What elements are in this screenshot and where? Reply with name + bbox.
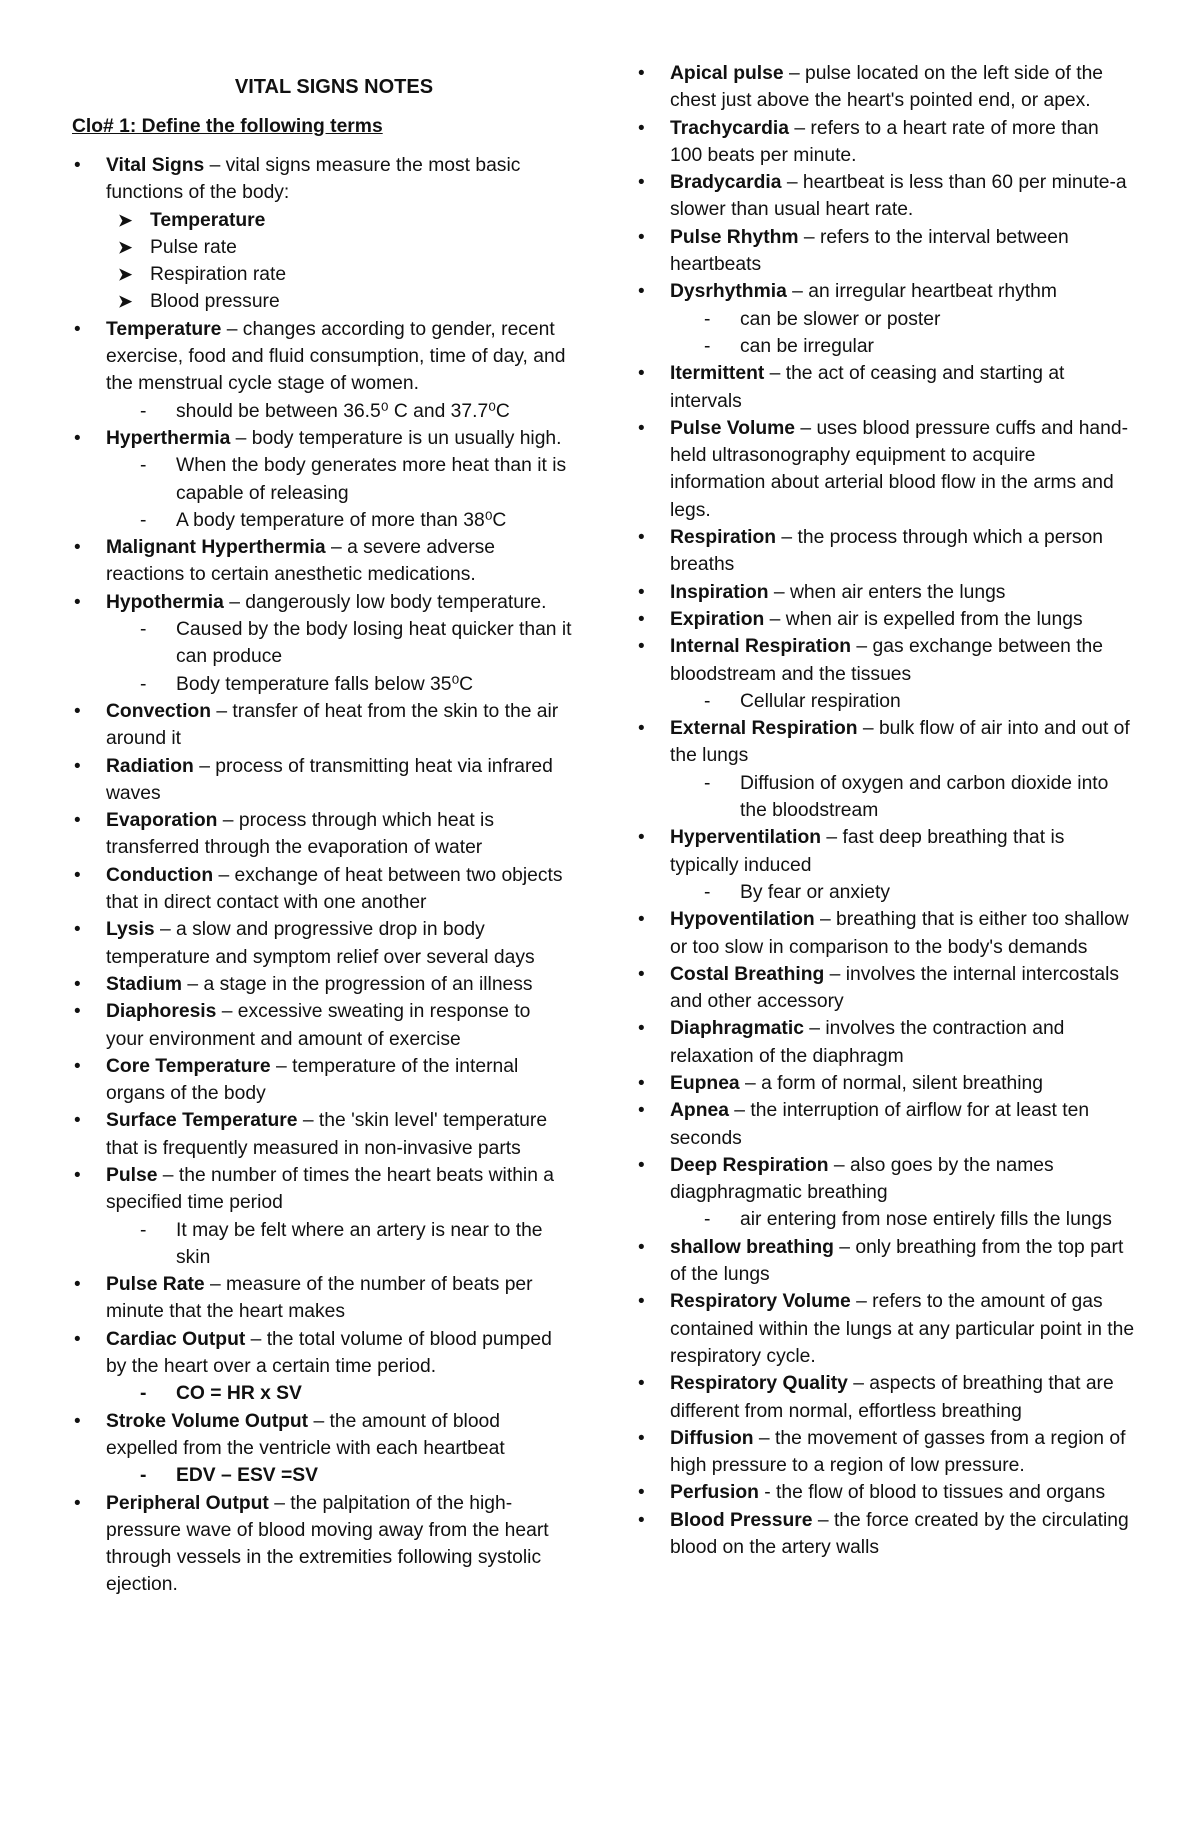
term-name: Eupnea — [670, 1072, 740, 1094]
arrow-item — [106, 207, 572, 234]
arrow-item — [106, 288, 572, 315]
sub-list — [106, 1380, 572, 1407]
term-item — [636, 715, 1136, 824]
term-definition: – only breathing from the top part of the lungs — [670, 1236, 1124, 1286]
term-name: Inspiration — [670, 581, 769, 603]
term-definition: – involves the internal intercostals and other accessory — [670, 963, 1120, 1013]
term-name: Pulse Rate — [106, 1274, 205, 1296]
term-name: Respiration — [670, 527, 777, 549]
term-item — [636, 961, 1136, 1016]
term-item — [72, 1326, 572, 1408]
sub-item: - By fear or anxiety — [670, 879, 1136, 906]
term-item — [636, 1070, 1136, 1097]
term-name: Itermittent — [670, 363, 765, 385]
term-definition: – aspects of breathing that are different from normal, effortless breathing — [670, 1373, 1114, 1422]
term-name: Convection — [106, 700, 211, 722]
term-item — [72, 316, 572, 425]
arrow-right-icon: ➤ — [118, 237, 133, 257]
term-definition: – bulk flow of air into and out of the lungs — [670, 718, 1130, 767]
term-definition: – excessive sweating in response to your environment and amount of exercise — [106, 1001, 531, 1050]
sub-list — [106, 616, 572, 698]
term-item — [72, 1107, 572, 1162]
term-item — [636, 1507, 1136, 1562]
term-definition: – a severe adverse reactions to certain anesthetic medications. — [106, 537, 495, 586]
term-definition: – the number of times the heart beats within a specified time period — [106, 1164, 555, 1214]
term-item — [72, 1490, 572, 1599]
term-name: Trachycardia — [670, 117, 789, 139]
page-title: VITAL SIGNS NOTES — [234, 76, 434, 98]
arrow-item — [106, 261, 572, 288]
term-definition: – an irregular heartbeat rhythm — [786, 281, 1057, 303]
arrow-right-icon: ➤ — [118, 292, 133, 312]
term-name: Cardiac Output — [106, 1328, 246, 1350]
term-name: Dysrhythmia — [670, 281, 787, 303]
term-item — [636, 579, 1136, 606]
term-name: Diaphoresis — [106, 1001, 217, 1023]
term-item — [72, 807, 572, 862]
term-item — [636, 360, 1136, 415]
term-item — [636, 60, 1136, 115]
term-definition: – the interruption of airflow for at least ten seconds — [670, 1100, 1090, 1149]
sub-list — [106, 398, 572, 425]
term-item — [636, 633, 1136, 715]
term-name: Evaporation — [106, 810, 218, 832]
term-name: Radiation — [106, 755, 194, 777]
term-definition: – the palpitation of the high-pressure wave of blood moving away from the heart through vessels in the extremities following systolic ejection. — [106, 1492, 549, 1596]
term-name: Perfusion — [670, 1482, 759, 1504]
term-name: Apical pulse — [670, 63, 784, 84]
term-definition: – refers to the amount of gas contained within the lungs at any particular point in the respiratory cycle. — [670, 1291, 1135, 1367]
term-definition: – a form of normal, silent breathing — [739, 1072, 1043, 1094]
term-name: Apnea — [670, 1100, 729, 1122]
sub-item: - A body temperature of more than 38⁰C — [106, 507, 572, 534]
sub-list — [670, 770, 1136, 825]
term-definition: – temperature of the internal organs of the body — [106, 1055, 519, 1105]
sub-item: - can be irregular — [670, 333, 1136, 360]
term-name: Surface Temperature — [106, 1110, 298, 1132]
term-item — [636, 169, 1136, 224]
sub-list — [106, 1217, 572, 1272]
term-item — [636, 1425, 1136, 1480]
left-column — [72, 70, 572, 1599]
term-item — [636, 1152, 1136, 1234]
term-definition: – the force created by the circulating blood on the artery walls — [670, 1509, 1129, 1559]
term-item — [636, 1370, 1136, 1425]
term-item — [636, 115, 1136, 170]
term-name: Lysis — [106, 919, 155, 941]
term-list-left — [72, 152, 572, 1599]
term-name: Internal Respiration — [670, 636, 852, 658]
term-name: Costal Breathing — [670, 963, 825, 985]
term-definition: – refers to a heart rate of more than 100 beats per minute. — [670, 117, 1099, 166]
term-name: Respiratory Volume — [670, 1291, 851, 1313]
arrow-item — [106, 234, 572, 261]
term-list-right — [636, 60, 1136, 1561]
term-definition: – uses blood pressure cuffs and hand-held ultrasonography equipment to acquire information about arterial blood flow in the arms and legs. — [670, 417, 1129, 521]
term-name: Hyperthermia — [106, 427, 231, 449]
term-item — [636, 1015, 1136, 1070]
term-definition: – process through which heat is transferred through the evaporation of water — [106, 810, 494, 859]
term-name: Malignant Hyperthermia — [106, 537, 326, 559]
term-definition: – a stage in the progression of an illness — [182, 973, 533, 995]
term-item — [636, 415, 1136, 524]
term-definition: – the movement of gasses from a region of high pressure to a region of low pressure. — [670, 1427, 1126, 1477]
term-item — [636, 1479, 1136, 1506]
term-definition: – fast deep breathing that is typically induced — [670, 827, 1065, 876]
arrow-item-text: Respiration rate — [150, 264, 287, 286]
term-definition: – dangerously low body temperature. — [223, 591, 547, 613]
term-definition: – the total volume of blood pumped by the heart over a certain time period. — [106, 1328, 552, 1378]
term-name: Respiratory Quality — [670, 1373, 848, 1395]
term-item — [72, 998, 572, 1053]
sub-list — [670, 688, 1136, 715]
term-name: Hypoventilation — [670, 909, 815, 931]
term-item — [72, 1408, 572, 1490]
term-definition: – process of transmitting heat via infrared waves — [106, 755, 553, 804]
sub-list — [670, 306, 1136, 361]
term-definition: – the process through which a person breaths — [670, 527, 1103, 576]
sub-item: - air entering from nose entirely fills the lungs — [670, 1206, 1136, 1233]
term-name: Pulse Rhythm — [670, 226, 799, 248]
term-definition: – body temperature is un usually high. — [230, 427, 562, 449]
term-definition: – exchange of heat between two objects that in direct contact with one another — [106, 864, 563, 914]
term-item — [72, 589, 572, 698]
term-name: Expiration — [670, 608, 765, 630]
right-column — [636, 60, 1136, 1561]
term-item — [636, 906, 1136, 961]
arrow-right-icon: ➤ — [118, 265, 133, 285]
term-item — [636, 1234, 1136, 1289]
term-name: Blood Pressure — [670, 1509, 813, 1531]
arrow-list — [106, 207, 572, 316]
term-name: Bradycardia — [670, 172, 782, 194]
term-name: Peripheral Output — [106, 1492, 269, 1514]
sub-item: - It may be felt where an artery is near to the skin — [106, 1217, 572, 1272]
term-name: Temperature — [106, 318, 222, 340]
term-item — [636, 224, 1136, 279]
term-definition: – heartbeat is less than 60 per minute-a slower than usual heart rate. — [670, 172, 1127, 221]
term-item — [72, 862, 572, 917]
term-name: shallow breathing — [670, 1236, 834, 1258]
term-definition: – measure of the number of beats per minute that the heart makes — [106, 1274, 533, 1323]
arrow-item-text: Blood pressure — [150, 291, 280, 313]
term-name: Deep Respiration — [670, 1154, 829, 1176]
term-item — [72, 534, 572, 589]
sub-item: - Diffusion of oxygen and carbon dioxide into the bloodstream — [670, 770, 1136, 825]
term-item — [72, 753, 572, 808]
term-name: Core Temperature — [106, 1055, 271, 1077]
section-heading: Clo# 1: Define the following terms — [72, 116, 383, 137]
term-item — [72, 1053, 572, 1108]
term-definition: – vital signs measure the most basic functions of the body: — [106, 155, 521, 204]
term-item — [636, 1288, 1136, 1370]
term-item — [72, 971, 572, 998]
sub-list — [670, 1206, 1136, 1233]
sub-item: - Cellular respiration — [670, 688, 1136, 715]
sub-list — [106, 1462, 572, 1489]
term-definition: - the flow of blood to tissues and organs — [758, 1482, 1106, 1504]
term-name: Hypothermia — [106, 591, 224, 613]
term-item — [636, 524, 1136, 579]
arrow-item-text: Pulse rate — [150, 236, 237, 258]
term-definition: – when air enters the lungs — [768, 581, 1006, 603]
term-definition: – involves the contraction and relaxation of the diaphragm — [670, 1018, 1065, 1067]
sub-item: - CO = HR x SV — [106, 1380, 572, 1407]
term-definition: – refers to the interval between heartbeats — [670, 226, 1069, 276]
term-name: Pulse Volume — [670, 417, 796, 439]
sub-item: - When the body generates more heat than it is capable of releasing — [106, 452, 572, 507]
term-name: Pulse — [106, 1164, 158, 1186]
term-definition: – the act of ceasing and starting at intervals — [670, 363, 1065, 412]
term-name: Conduction — [106, 864, 214, 886]
term-item — [72, 152, 572, 316]
term-name: Vital Signs — [106, 155, 205, 176]
term-definition: – also goes by the names diagphragmatic breathing — [670, 1154, 1054, 1204]
term-definition: – a slow and progressive drop in body temperature and symptom relief over several days — [106, 919, 535, 968]
sub-item: - Caused by the body losing heat quicker than it can produce — [106, 616, 572, 671]
term-definition: – the amount of blood expelled from the ventricle with each heartbeat — [106, 1410, 505, 1459]
term-item — [72, 425, 572, 534]
sub-item: - EDV – ESV =SV — [106, 1462, 572, 1489]
sub-list — [106, 452, 572, 534]
term-definition: – the 'skin level' temperature that is frequently measured in non-invasive parts — [106, 1110, 548, 1159]
term-definition: – pulse located on the left side of the chest just above the heart's pointed end, or apex. — [670, 63, 1104, 112]
term-definition: – changes according to gender, recent exercise, food and fluid consumption, time of day, and the menstrual cycle stage of women. — [106, 318, 566, 395]
term-item — [72, 1162, 572, 1271]
term-name: Stroke Volume Output — [106, 1410, 309, 1432]
term-definition: – when air is expelled from the lungs — [764, 608, 1083, 630]
term-name: Diaphragmatic — [670, 1018, 804, 1040]
term-definition: – gas exchange between the bloodstream and the tissues — [670, 636, 1103, 685]
term-item — [636, 1097, 1136, 1152]
term-name: Diffusion — [670, 1427, 754, 1449]
term-item — [636, 606, 1136, 633]
term-name: Stadium — [106, 973, 183, 995]
term-definition: – transfer of heat from the skin to the air around it — [106, 700, 559, 750]
arrow-right-icon: ➤ — [118, 210, 133, 230]
term-item — [636, 278, 1136, 360]
sub-item: - can be slower or poster — [670, 306, 1136, 333]
sub-item: - should be between 36.5⁰ C and 37.7⁰C — [106, 398, 572, 425]
term-item — [72, 698, 572, 753]
sub-item: - Body temperature falls below 35⁰C — [106, 671, 572, 698]
term-item — [72, 1271, 572, 1326]
term-name: Hyperventilation — [670, 827, 822, 849]
term-item — [636, 824, 1136, 906]
arrow-item-text: Temperature — [150, 209, 266, 231]
term-definition: – breathing that is either too shallow or too slow in comparison to the body's demands — [670, 909, 1129, 958]
term-item — [72, 916, 572, 971]
term-name: External Respiration — [670, 718, 858, 740]
sub-list — [670, 879, 1136, 906]
